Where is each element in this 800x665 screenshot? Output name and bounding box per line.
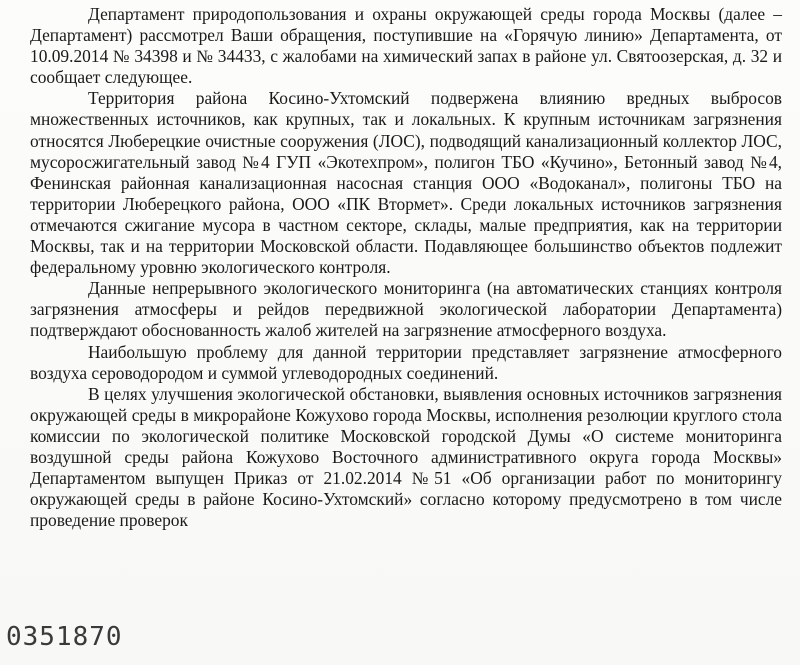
paragraph-main-problem: Наибольшую проблему для данной территории представляет загрязнение атмосферного воздуха сероводородом и суммой углеводородных соединений. xyxy=(30,341,782,383)
paragraph-measures: В целях улучшения экологической обстановки, выявления основных источников загрязнения окружающей среды в микрорайоне Кожухово города Москвы, исполнения резолюции круглого стола комиссии по экологической политике Московской городской Думы «О системе мониторинга воздушной среды района Кожухово Восточного административного округа города Москвы» Департаментом выпущен Приказ от 21.02.2014 №51 «Об организации работ по мониторингу окружающей среды в районе Косино-Ухтомский» согласно которому предусмотрено в том числе проведение проверок xyxy=(30,383,782,531)
paragraph-intro: Департамент природопользования и охраны окружающей среды города Москвы (далее – Департамент) рассмотрел Ваши обращения, поступившие на «Горячую линию» Департамента, от 10.09.2014 № 34398 и № 34433, с жалобами на химический запах в районе ул. Святоозерская, д. 32 и сообщает следующее. xyxy=(30,4,782,88)
paragraph-pollution-sources: Территория района Косино-Ухтомский подвержена влиянию вредных выбросов множественных источников, как крупных, так и локальных. К крупным источникам загрязнения относятся Люберецкие очистные сооружения (ЛОС), подводящий канализационный коллектор ЛОС, мусоросжигательный завод №4 ГУП «Экотехпром», полигон ТБО «Кучино», Бетонный завод №4, Фенинская районная канализационная насосная станция ООО «Водоканал», полигоны ТБО на территории Люберецкого района, ООО «ПК Втормет». Среди локальных источников загрязнения отмечаются сжигание мусора в частном секторе, склады, малые предприятия, как на территории Москвы, так и на территории Московской области. Подавляющее большинство объектов подлежит федеральному уровню экологического контроля. xyxy=(30,88,782,278)
document-serial-number: 0351870 xyxy=(6,622,123,652)
paragraph-monitoring-data: Данные непрерывного экологического мониторинга (на автоматических станциях контроля загрязнения атмосферы и рейдов передвижной экологической лаборатории Департамента) подтверждают обоснованность жалоб жителей на загрязнение атмосферного воздуха. xyxy=(30,278,782,341)
letter-body xyxy=(30,4,782,531)
